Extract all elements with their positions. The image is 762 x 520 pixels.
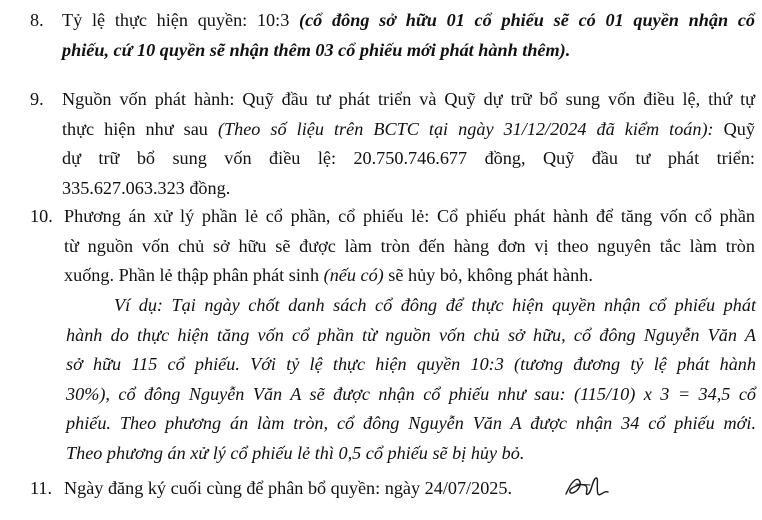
item-10-line1: Phương án xử lý phần lẻ cổ phần, cổ phiếu lẻ: Cổ phiếu phát hành để tăng vốn cổ phần [64,206,755,226]
example-line4: 30%), cổ đông Nguyễn Văn A sẽ được nhận cổ phiếu như sau: (115/10) x 3 = 34,5 cổ [66,383,756,404]
item-10-line2: từ nguồn vốn chủ sở hữu sẽ được làm tròn đến hàng đơn vị theo nguyên tắc làm tròn [64,235,755,256]
item-8-bold-line1: (cổ đông sở hữu 01 cổ phiếu sẽ có 01 quyền nhận cổ [299,10,755,30]
example-line3: sở hữu 115 cổ phiếu. Với tỷ lệ thực hiện quyền 10:3 (tương đương tỷ lệ phát hành [66,354,756,374]
item-9-line2-italic: (Theo số liệu trên BCTC tại ngày 31/12/2024 đã kiểm toán): [217,118,714,139]
item-10-line3-a: xuống. Phần lẻ thập phân phát sinh [64,265,324,285]
item-9-line2-b: Quỹ [713,118,755,139]
item-10-line3-italic: (nếu có) [323,265,384,285]
item-8-lead: Tỷ lệ thực hiện quyền: 10:3 [62,10,300,30]
item-9 [30,85,755,203]
item-10-number: 10. [30,206,53,226]
item-10-line3-b: sẽ hủy bỏ, không phát hành. [383,265,593,285]
example-line2: hành do thực hiện tăng vốn cổ phần từ nguồn vốn chủ sở hữu, cổ đông Nguyễn Văn A [66,324,756,345]
item-8-number: 8. [30,10,44,30]
example-line6: Theo phương án xử lý cổ phiếu lẻ thì 0,5 cổ phiếu sẽ bị hủy bỏ. [66,442,525,463]
item-9-line1: Nguồn vốn phát hành: Quỹ đầu tư phát triển và Quỹ dự trữ bổ sung vốn điều lệ, thứ tự [62,89,755,109]
example-line5: phiếu. Theo phương án làm tròn, cổ đông Nguyễn Văn A được nhận 34 cổ phiếu mới. [66,413,756,433]
item-8-bold-line2: phiếu, cứ 10 quyền sẽ nhận thêm 03 cổ phiếu mới phát hành thêm). [62,39,571,60]
example-line1: Ví dụ: Tại ngày chốt danh sách cổ đông để thực hiện quyền nhận cổ phiếu phát [114,295,756,315]
item-9-line3: dự trữ bổ sung vốn điều lệ: 20.750.746.677 đồng, Quỹ đầu tư phát triển: [62,148,755,168]
example-paragraph [66,291,756,468]
handwritten-initials-icon [562,472,612,502]
item-9-number: 9. [30,89,44,109]
item-11-number: 11. [30,478,53,498]
item-9-line2-a: thực hiện như sau [62,118,218,139]
item-9-line4: 335.627.063.323 đồng. [62,177,231,198]
item-8 [30,6,755,65]
item-10 [30,202,755,291]
item-11-text: Ngày đăng ký cuối cùng để phân bổ quyền: ngày 24/07/2025. [64,478,513,498]
item-11 [30,474,755,504]
